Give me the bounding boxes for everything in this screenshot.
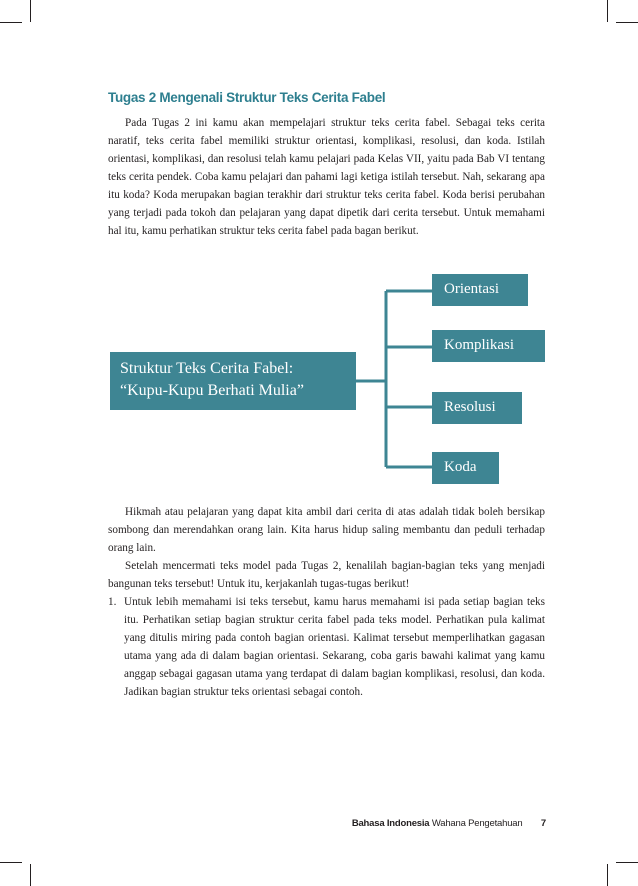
crop-mark	[0, 862, 22, 863]
diagram-box-komplikasi: Komplikasi	[432, 330, 545, 362]
diagram-box-resolusi: Resolusi	[432, 392, 522, 424]
section-heading: Tugas 2 Mengenali Struktur Teks Cerita Fabel	[108, 90, 386, 105]
task-list	[108, 593, 545, 701]
crop-mark	[30, 0, 31, 22]
paragraph-setelah: Setelah mencermati teks model pada Tugas 2, kenalilah bagian-bagian teks yang menjadi bangunan teks tersebut! Untuk itu, kerjakanlah tugas-tugas berikut!	[108, 560, 545, 590]
paragraph-hikmah: Hikmah atau pelajaran yang dapat kita ambil dari cerita di atas adalah tidak boleh bersikap sombong dan merendahkan orang lain. Kita harus hidup saling membantu dan peduli terhadap orang lain.	[108, 506, 545, 554]
crop-mark	[616, 862, 638, 863]
crop-mark	[0, 22, 22, 23]
list-item-text: Untuk lebih memahami isi teks tersebut, kamu harus memahami isi pada setiap bagian teks itu. Perhatikan setiap bagian struktur cerita fabel pada teks model. Perhatikan pula kalimat yang ditulis miring pada contoh bagian orientasi. Kalimat tersebut memperlihatkan gagasan utama yang ada di dalam bagian orientasi. Sekarang, coba garis bawahi kalimat yang kamu anggap sebagai gagasan utama yang terdapat di dalam bagian komplikasi, resolusi, dan koda. Jadikan bagian struktur teks orientasi sebagai contoh.	[124, 596, 545, 698]
crop-mark	[30, 864, 31, 886]
intro-paragraph: Pada Tugas 2 ini kamu akan mempelajari struktur teks cerita fabel. Sebagai teks cerita naratif, teks cerita fabel memiliki struktur orientasi, komplikasi, resolusi, dan koda. Istilah orientasi, komplikasi, dan resolusi telah kamu pelajari pada Kelas VII, yaitu pada Bab VI tentang teks cerita pendek. Coba kamu pelajari dan pahami lagi ketiga istilah tersebut. Nah, sekarang apa itu koda? Koda merupakan bagian terakhir dari struktur teks cerita fabel. Koda berisi perubahan yang terjadi pada tokoh dan pelajaran yang dapat dipetik dari cerita tersebut. Untuk memahami hal itu, kamu perhatikan struktur teks cerita fabel pada bagan berikut.	[108, 117, 545, 237]
page-number: 7	[540, 818, 546, 829]
crop-mark	[607, 864, 608, 886]
crop-mark	[616, 22, 638, 23]
diagram-main-box	[110, 352, 356, 410]
list-item	[108, 593, 545, 701]
diagram-main-subtitle: “Kupu-Kupu Berhati Mulia”	[120, 382, 304, 399]
diagram-box-orientasi: Orientasi	[432, 274, 528, 306]
diagram-main-title: Struktur Teks Cerita Fabel:	[120, 360, 294, 377]
footer-book-subtitle: Wahana Pengetahuan	[431, 818, 523, 829]
footer-book-title: Bahasa Indonesia	[351, 818, 430, 829]
crop-mark	[607, 0, 608, 22]
page-footer	[352, 818, 546, 829]
diagram-box-koda: Koda	[432, 452, 499, 484]
list-item-number: 1.	[108, 596, 117, 608]
